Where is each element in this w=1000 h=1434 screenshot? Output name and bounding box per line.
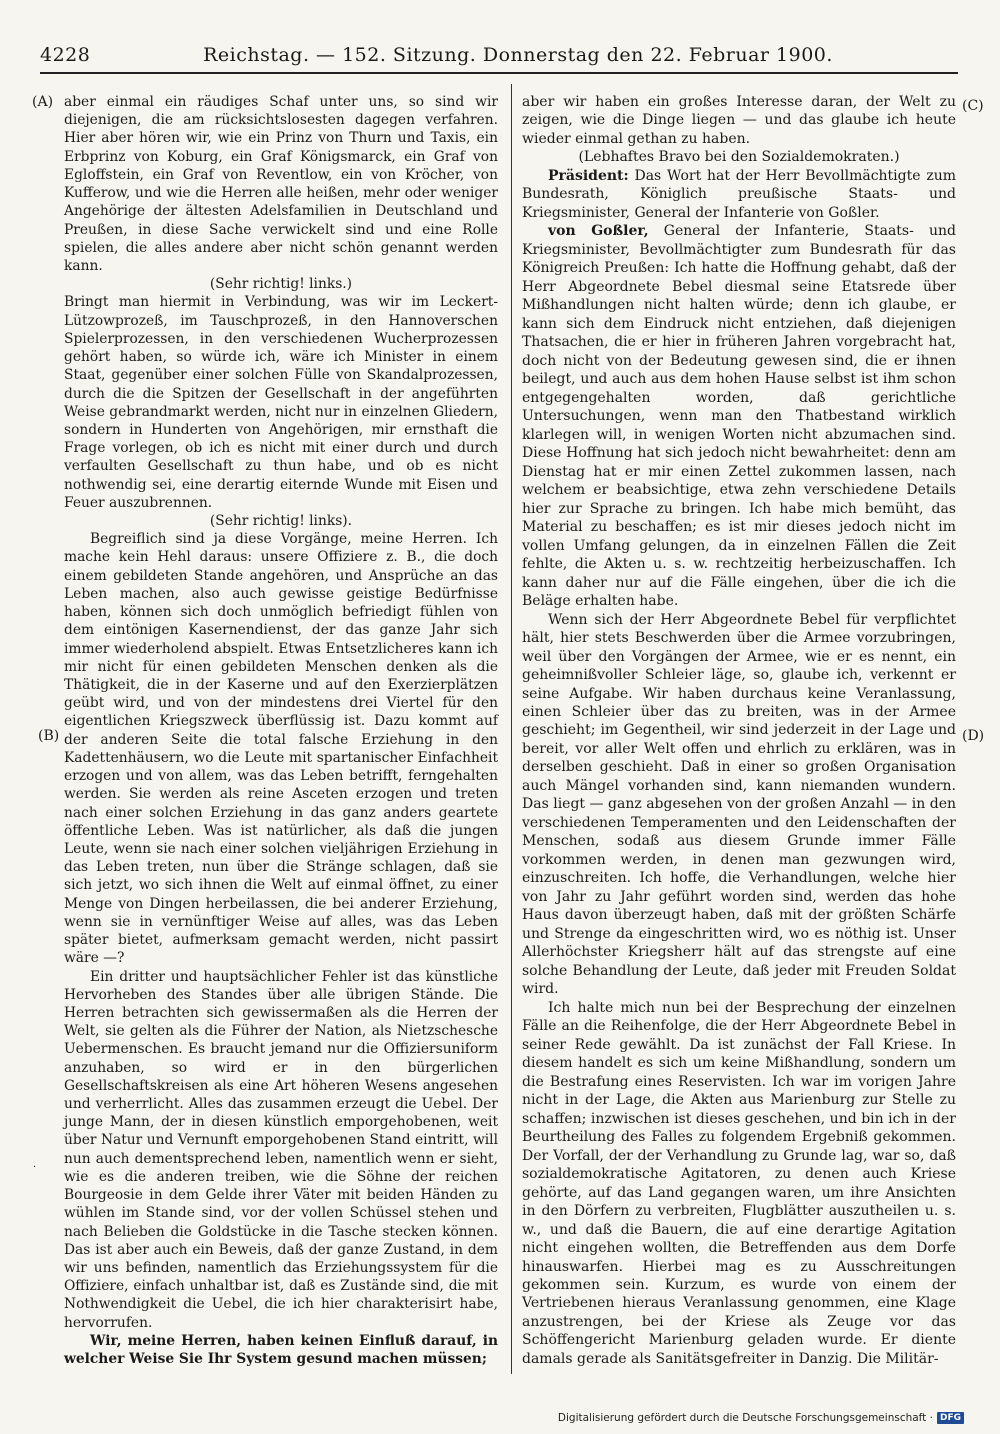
right-column bbox=[522, 93, 956, 1368]
paragraph: Wenn sich der Herr Abgeordnete Bebel für verpflichtet hält, hier stets Beschwerden über die Armee vorzubringen, weil über den Vorgängen der Armee, wie er es nennt, ein geheimnißvoller Schleier läge, so, glaube ich, verkennt er seine Aufgabe. Wir haben durchaus keine Veranlassung, einen Schleier über das zu breiten, was in der Armee geschieht; im Gegentheil, wir sind jederzeit in der Lage und bereit, vor aller Welt offen und ehrlich zu erklären, was in derselben geschieht. Daß in einer so großen Organisation auch Mängel vorhanden sind, kann niemanden wundern. Das liegt — ganz abgesehen von der großen Anzahl — in den verschiedenen Temperamenten und den Leidenschaften der Menschen, sodaß aus diesem Grunde immer Fälle vorkommen werden, in denen man gezwungen wird, einzuschreiten. Ich hoffe, die Verhandlungen, welche hier von Jahr zu Jahr geführt worden sind, werden das hohe Haus davon überzeugt haben, daß mit der größten Schärfe und Strenge da eingeschritten wird, wo es nöthig ist. Unser Allerhöchster Kriegsherr hält auf das strengste auf eine solche Behandlung der Leute, daß jeder mit Freuden Soldat wird. bbox=[522, 611, 956, 998]
speaker-paragraph bbox=[522, 222, 956, 610]
paragraph: Bringt man hiermit in Verbindung, was wir im Leckert-Lützowprozeß, im Tauschprozeß, in den Hannoverschen Spielerprozessen, in den verschiedenen Wucherprozessen gehört haben, so würde ich, wäre ich Minister in einem Staat, gegenüber einer solchen Fülle von Skandalprozessen, durch die die Spitzen der Gesellschaft in der angeführten Weise gebrandmarkt werden, nicht nur in einzelnen Gliedern, sondern in Hunderten von Angehörigen, mir ernsthaft die Frage vorlegen, ob ich es nicht mit einer durch und durch verfaulten Gesellschaft zu thun habe, und ob es nicht nothwendig sei, eine derartig eiternde Wunde mit Eisen und Feuer auszubrennen. bbox=[64, 294, 498, 511]
speaker-name: Präsident: bbox=[548, 167, 629, 184]
interjection: (Lebhaftes Bravo bei den Sozialdemokraten.) bbox=[578, 149, 900, 166]
paragraph: Wir, meine Herren, haben keinen Einfluß darauf, in welcher Weise Sie Ihr System gesund machen müssen; bbox=[64, 1332, 498, 1368]
running-title: Reichstag. — 152. Sitzung. Donnerstag den 22. Februar 1900. bbox=[203, 44, 833, 66]
speaker-name: von Goßler, bbox=[548, 223, 649, 240]
interjection: (Sehr richtig! links). bbox=[209, 513, 353, 530]
paragraph: Begreiflich sind ja diese Vorgänge, meine Herren. Ich mache kein Hehl daraus: unsere Offiziere z. B., die doch einem gebildeten Stande angehören, und Ansprüche an das Leben machen, also auch gewisse geistige Bedürfnisse haben, können sich doch unmöglich befriedigt fühlen von dem eintönigen Kasernendienst, der das ganze Jahr sich immer wiederholend abspielt. Etwas Entsetzlicheres kann ich mir nicht für einen gebildeten Menschen denken als die Thätigkeit, die in der Kaserne und auf den Exerzierplätzen geübt wird, und von der mindestens drei Viertel für den eigentlichen Kriegszweck überflüssig ist. Dazu kommt auf der anderen Seite die total falsche Erziehung in den Kadettenhäusern, wo die Leute mit spartanischer Einfachheit erzogen und von allem, was das Leben betrifft, ferngehalten werden. Sie werden als reine Asceten erzogen und treten nach einer solchen Erziehung in das ganz anders geartete öffentliche Leben. Was ist natürlicher, als daß die jungen Leute, wenn sie nach einer solchen vieljährigen Erziehung in das Leben treten, nun über die Stränge schlagen, daß sie sich jetzt, wo sich ihnen die Welt auf einmal öffnet, zu einer Menge von Dingen herbeilassen, die bei anderer Erziehung, wenn sie in vernünftiger Weise auf alles, was das Leben später bietet, aufmerksam gemacht werden, nicht passirt wäre —? bbox=[64, 531, 498, 967]
paragraph: aber wir haben ein großes Interesse daran, der Welt zu zeigen, wie die Dinge liegen — und das glaube ich heute wieder einmal gethan zu haben. bbox=[522, 94, 956, 147]
header-rule bbox=[40, 72, 958, 74]
page-header bbox=[40, 44, 956, 70]
interjection: (Sehr richtig! links.) bbox=[209, 276, 353, 293]
margin-mark-b: (B) bbox=[38, 728, 60, 744]
paragraph: Ich halte mich nun bei der Besprechung der einzelnen Fälle an die Reihenfolge, die der Herr Abgeordnete Bebel in seiner Rede gewählt. Da ist zunächst der Fall Kriese. In diesem handelt es sich um keine Mißhandlung, sondern um die Bestrafung eines Reservisten. Ich war im vorigen Jahre nicht in der Lage, die Akten aus Marienburg zur Stelle zu schaffen; inzwischen ist dieses geschehen, und bin ich in der Beurtheilung des Falles zu folgendem Ergebniß gekommen. Der Vorfall, der der Verhandlung zu Grunde lag, war so, daß sozialdemokratische Agitatoren, zu denen auch Kriese gehörte, auf das Land gegangen waren, um ihre Ansichten in den Dörfern zu verbreiten, Flugblätter auszutheilen u. s. w., und daß die Bauern, die auf eine derartige Agitation nicht eingehen wollten, die Betreffenden aus dem Dorfe hinauswarfen. Hierbei mag es zu Ausschreitungen gekommen sein. Kurzum, es wurde von einem der Vertriebenen hieraus Veranlassung genommen, eine Klage anzustrengen, bei der Kriese als Zeuge vor das Schöffengericht Marienburg geladen wurde. Er diente damals gerade als Sanitätsgefreiter in Danzig. Die Militär- bbox=[522, 999, 956, 1367]
margin-mark-a: (A) bbox=[32, 94, 54, 110]
speaker-text: General der Infanterie, Staats- und Kriegsminister, Bevollmächtigter zum Bundesrath für das Königreich Preußen: Ich hatte die Hoffnung gehabt, daß der Herr Abgeordnete Bebel diesmal seine Etatsrede über Mißhandlungen nicht halten würde; denn ich glaube, er kann sich dem Eindruck nicht entziehen, daß diejenigen Thatsachen, die er hier in früheren Jahren vorgebracht hat, doch nicht von der Bedeutung gewesen sind, die er ihnen beilegt, und auch aus dem hohen Hause selbst ist ihm schon entgegengehalten worden, daß gerichtliche Untersuchungen, wenn man den Thatbestand wirklich klarlegen will, in wenigen Worten nicht abzumachen sind. Diese Hoffnung hat sich jedoch nicht bewahrheitet: denn am Dienstag hat er mir einen Zettel zukommen lassen, nach welchem er beabsichtige, etwa zehn verschiedene Details hier zur Sprache zu bringen. Ich habe mich bemüht, das Material zu beschaffen; es ist mir dieses jedoch nicht im vollen Umfang gelungen, da in einzelnen Fällen die Zeit fehlte, die Akten u. s. w. rechtzeitig herbeizuschaffen. Ich kann daher nur auf die Fälle eingehen, über die ich die Beläge erhalten habe. bbox=[522, 223, 956, 610]
digitization-credit bbox=[558, 1412, 964, 1424]
left-column bbox=[64, 93, 498, 1368]
speaker-paragraph bbox=[522, 167, 956, 222]
margin-mark-c: (C) bbox=[962, 98, 984, 114]
page-number: 4228 bbox=[40, 44, 91, 66]
speaker-text: Das Wort hat der Herr Bevollmächtigte zum Bundesrath, Königlich preußische Staats- und Kriegsminister, General der Infanterie von Goßler. bbox=[522, 167, 956, 221]
credit-text: Digitalisierung gefördert durch die Deutsche Forschungsgemeinschaft · bbox=[557, 1412, 933, 1424]
column-divider bbox=[511, 84, 512, 1374]
paragraph: Ein dritter und hauptsächlicher Fehler ist das künstliche Hervorheben des Standes über alle übrigen Stände. Die Herren betrachten sich gewissermaßen als die Herren der Welt, sie gelten als die Führer der Nation, als Nietzschesche Uebermenschen. Es braucht jemand nur die Offiziersuniform anzuhaben, so wird er in den bürgerlichen Gesellschaftskreisen als eine Art höheren Wesens angesehen und verherrlicht. Alles das zusammen erzeugt die Uebel. Der junge Mann, der in diesen künstlich emporgehobenen, weit über Natur und Vernunft emporgehobenen Stand eintritt, will nun auch dementsprechend leben, namentlich wenn er sieht, wie es die anderen treiben, wie die Söhne der reichen Bourgeosie in dem Gelde ihrer Väter mit beiden Händen zu wühlen im Stande sind, vor der vollen Schüssel stehen und nach Belieben die Goldstücke in die Tasche stecken können. Das ist aber auch ein Beweis, daß der ganze Zustand, in dem wir uns befinden, namentlich das Erziehungssystem für die Offiziere, einfach unhaltbar ist, daß es Zustände sind, die mit Nothwendigkeit die Uebel, die ich hier charakterisirt habe, hervorrufen. bbox=[64, 968, 498, 1331]
dfg-logo: DFG bbox=[937, 1412, 964, 1424]
margin-dot: · bbox=[33, 1162, 37, 1173]
paragraph: aber einmal ein räudiges Schaf unter uns, so sind wir diejenigen, die am rücksichtslosesten dagegen verfahren. Hier aber hören wir, wie ein Prinz von Thurn und Taxis, ein Erbprinz von Koburg, ein Graf Königsmarck, ein Graf von Egloffstein, ein Graf von Reventlow, ein von Kröcher, von Kufferow, und wie die Herren alle heißen, mehr oder weniger Angehörige der ältesten Adelsfamilien in Deutschland und Preußen, in diese Sache verwickelt sind und eine Rolle spielen, die alles andere aber nicht schön genannt werden kann. bbox=[64, 94, 498, 274]
margin-mark-d: (D) bbox=[962, 728, 985, 744]
